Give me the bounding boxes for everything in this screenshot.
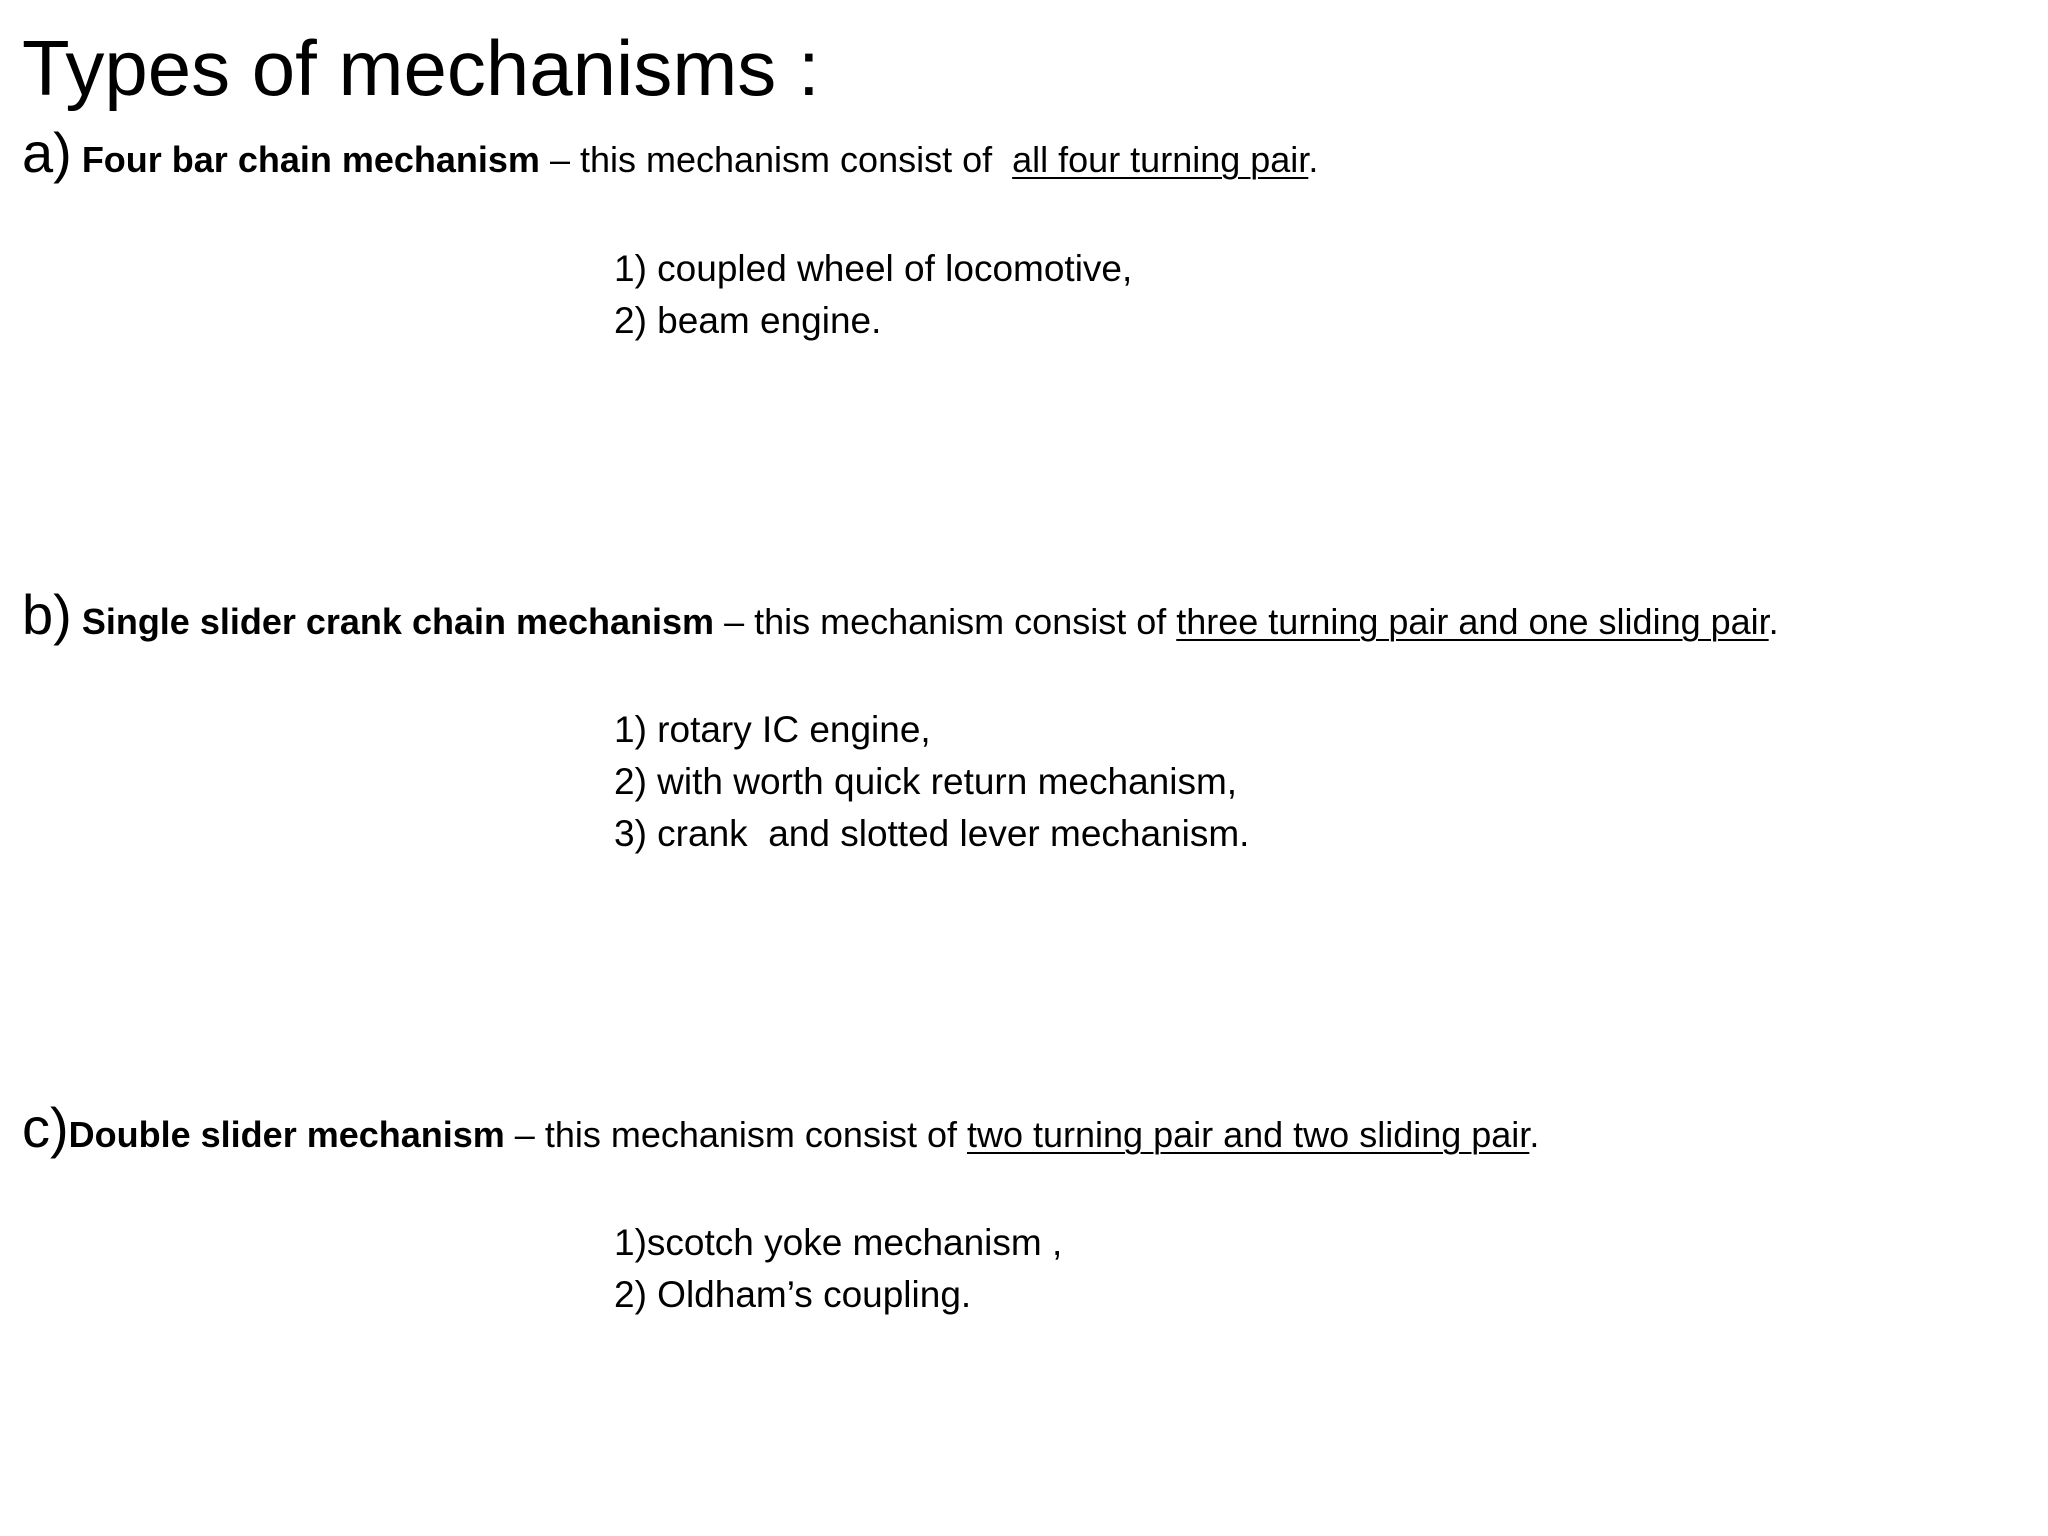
pair-description: all four turning pair (1012, 139, 1309, 180)
section-letter: b) (22, 583, 72, 646)
mechanism-name: Four bar chain mechanism (81, 139, 540, 180)
section-b-heading (22, 583, 1779, 647)
description-text: – this mechanism consist of (539, 139, 1013, 180)
example-item: 2) with worth quick return mechanism, (614, 761, 1238, 802)
example-item: 2) beam engine. (614, 300, 882, 341)
section-letter: c) (22, 1096, 69, 1159)
pair-description: two turning pair and two sliding pair (966, 1114, 1530, 1155)
section-a-examples (614, 243, 1132, 347)
pair-description: three turning pair and one sliding pair (1176, 601, 1769, 642)
page-title: Types of mechanisms : (22, 24, 820, 112)
example-item: 1) coupled wheel of locomotive, (614, 248, 1133, 289)
description-text: – this mechanism consist of (504, 1114, 967, 1155)
mechanism-name: Double slider mechanism (68, 1114, 505, 1155)
section-b-examples (614, 704, 1249, 860)
example-item: 3) crank and slotted lever mechanism. (614, 813, 1250, 854)
period: . (1308, 139, 1319, 180)
mechanism-name: Single slider crank chain mechanism (81, 601, 715, 642)
section-c-examples (614, 1217, 1062, 1321)
period: . (1529, 1114, 1540, 1155)
example-item: 1)scotch yoke mechanism , (614, 1222, 1063, 1263)
section-a-heading (22, 121, 1319, 185)
section-c-heading (22, 1096, 1540, 1160)
section-letter: a) (22, 121, 72, 184)
period: . (1768, 601, 1779, 642)
description-text: – this mechanism consist of (714, 601, 1177, 642)
example-item: 1) rotary IC engine, (614, 709, 931, 750)
example-item: 2) Oldham’s coupling. (614, 1274, 972, 1315)
